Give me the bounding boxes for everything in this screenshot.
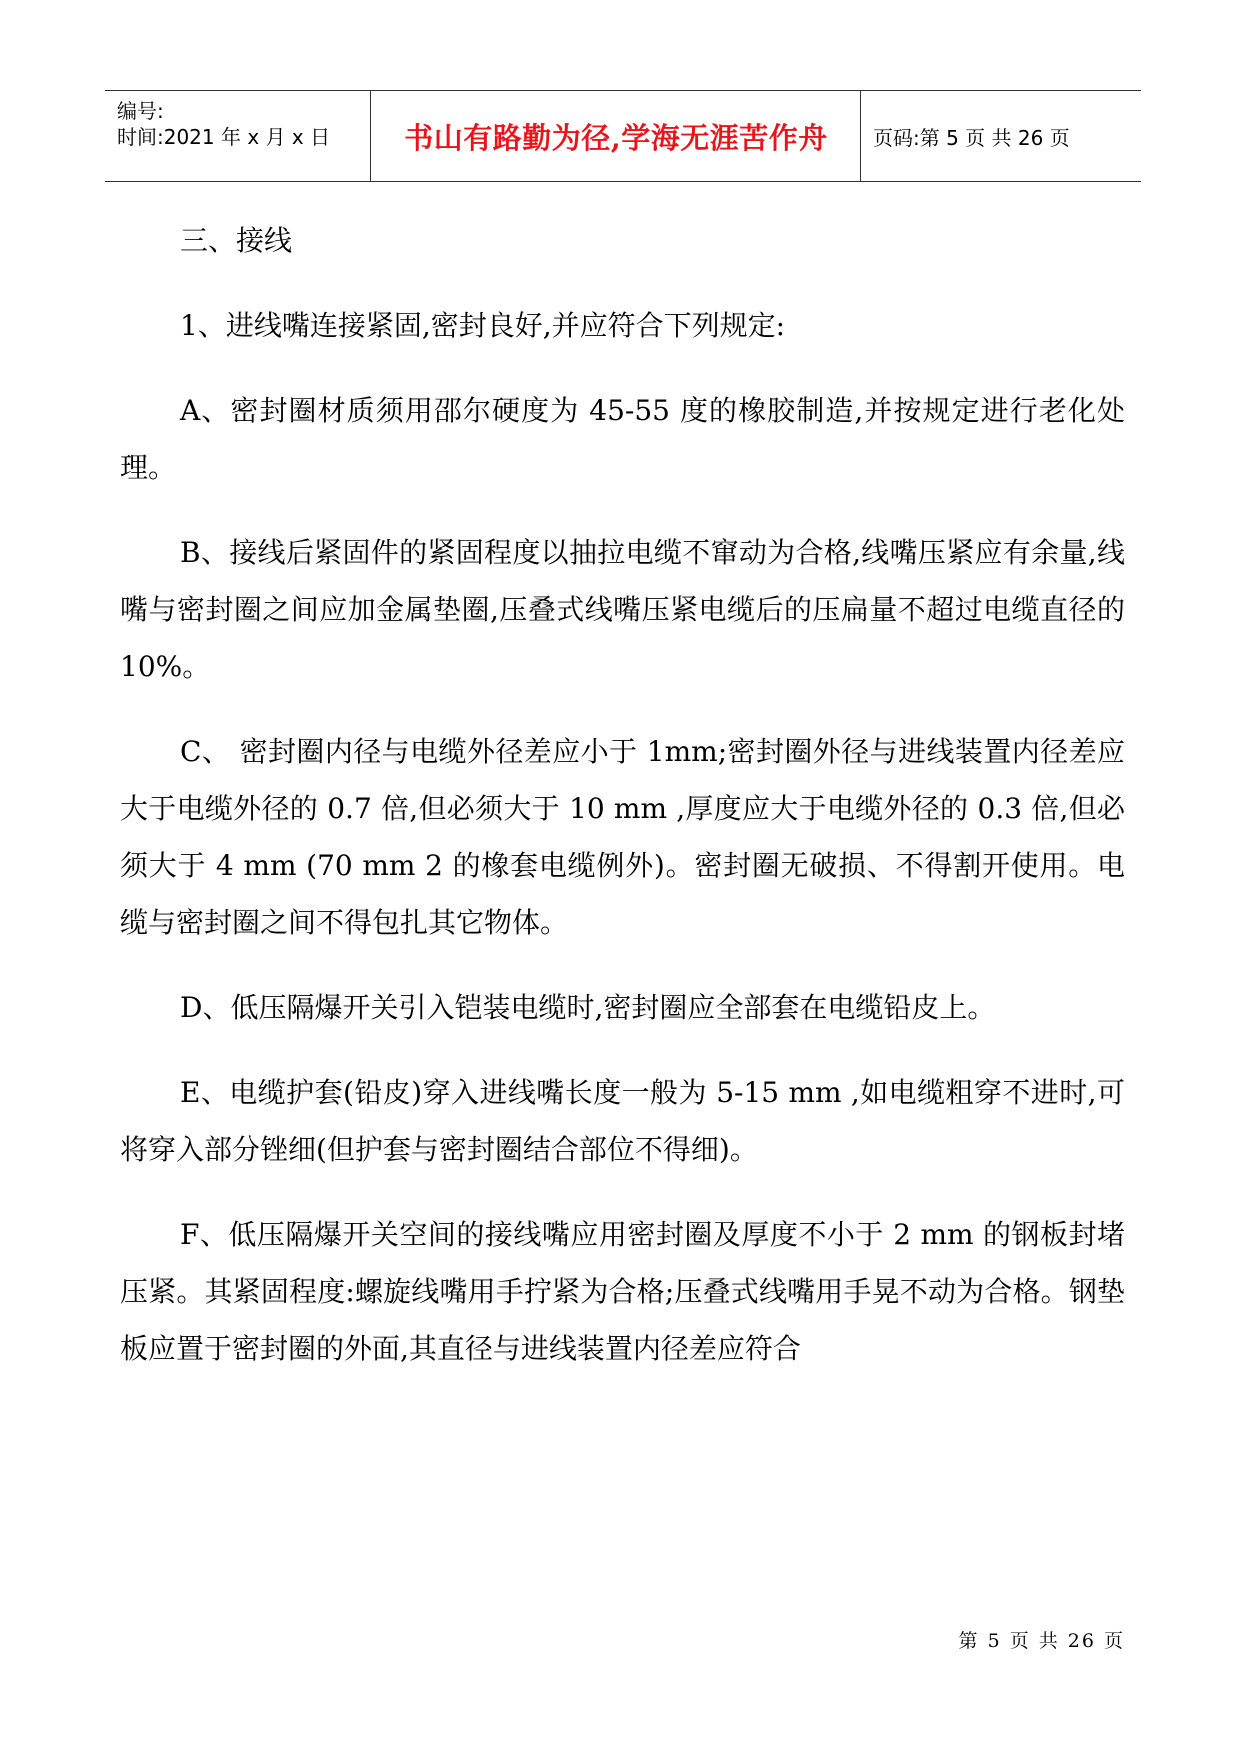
page-footer: 第 5 页 共 26 页 xyxy=(958,1630,1125,1652)
paragraph: A、密封圈材质须用邵尔硬度为 45-55 度的橡胶制造,并按规定进行老化处理。 xyxy=(120,394,1125,484)
document-body xyxy=(120,212,1125,1405)
header-motto: 书山有路勤为径,学海无涯苦作舟 xyxy=(404,120,828,155)
paragraph: D、低压隔爆开关引入铠装电缆时,密封圈应全部套在电缆铅皮上。 xyxy=(180,991,996,1024)
paragraph: F、低压隔爆开关空间的接线嘴应用密封圈及厚度不小于 2 mm 的钢板封堵压紧。其紧固程度:螺旋线嘴用手拧紧为合格;压叠式线嘴用手晃不动为合格。钢垫板应置于密封圈的外面,其直径与进线装置内径差应符合 xyxy=(120,1218,1125,1365)
paragraph: C、 密封圈内径与电缆外径差应小于 1mm;密封圈外径与进线装置内径差应大于电缆外径的 0.7 倍,但必须大于 10 mm ,厚度应大于电缆外径的 0.3 倍,但必须大于 4 mm (70 mm 2 的橡套电缆例外)。密封圈无破损、不得割开使用。电缆与密封圈之间不得包扎其它物体。 xyxy=(120,735,1125,939)
page-header xyxy=(105,90,1141,182)
section-heading: 三、接线 xyxy=(180,224,293,257)
paragraph: B、接线后紧固件的紧固程度以抽拉电缆不窜动为合格,线嘴压紧应有余量,线嘴与密封圈之间应加金属垫圈,压叠式线嘴压紧电缆后的压扁量不超过电缆直径的 10%。 xyxy=(120,536,1125,683)
paragraph: E、电缆护套(铅皮)穿入进线嘴长度一般为 5-15 mm ,如电缆粗穿不进时,可将穿入部分锉细(但护套与密封圈结合部位不得细)。 xyxy=(120,1076,1125,1166)
document-number-label: 编号: xyxy=(117,99,164,123)
header-meta xyxy=(117,91,372,181)
header-divider-left xyxy=(370,91,371,181)
document-date-label: 时间:2021 年 x 月 x 日 xyxy=(117,125,331,149)
paragraph: 1、进线嘴连接紧固,密封良好,并应符合下列规定: xyxy=(180,309,786,342)
header-divider-right xyxy=(860,91,861,181)
header-page-number: 页码:第 5 页 共 26 页 xyxy=(873,125,1070,150)
